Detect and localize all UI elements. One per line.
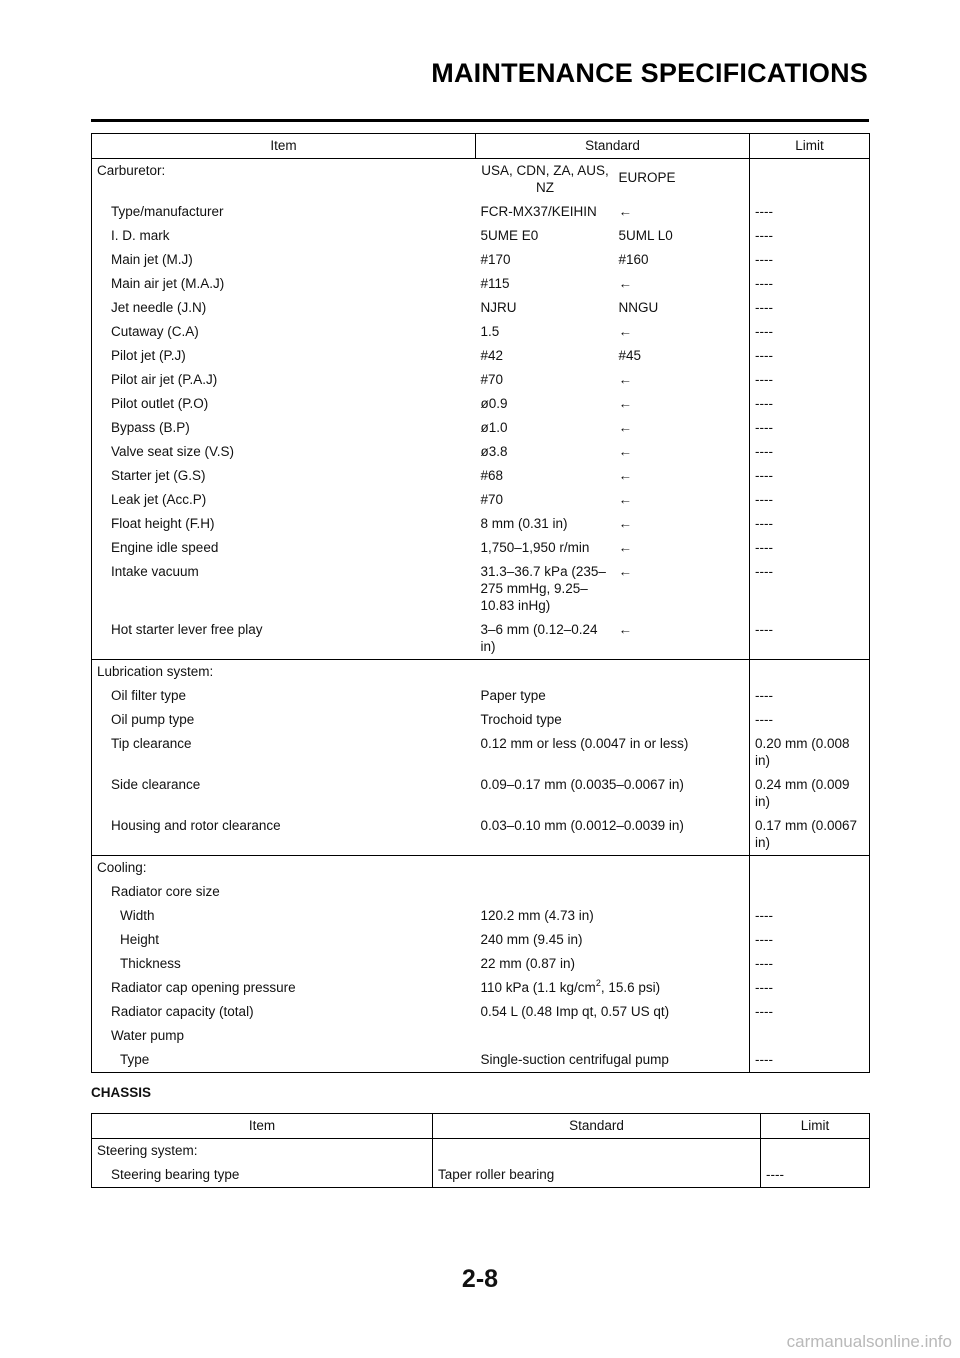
row-item: Main jet (M.J) [111,252,193,267]
region-a-label: USA, CDN, ZA, AUS, NZ [481,163,609,195]
row-standard-b: ← [618,324,632,339]
table-row [92,814,870,856]
row-item: Valve seat size (V.S) [111,444,235,459]
header-standard: Standard [433,1114,761,1139]
row-standard-a: #68 [480,468,504,483]
row-limit: ---- [750,684,870,708]
table-row [92,976,870,1000]
lubrication-section-row [92,660,870,685]
table-row [92,368,870,392]
row-item: Jet needle (J.N) [111,300,207,315]
carburetor-section-row [92,159,870,201]
row-standard-a: #42 [480,348,504,363]
row-standard: 240 mm (9.45 in) [480,932,583,947]
row-limit: ---- [750,368,870,392]
table-row [92,928,870,952]
row-standard-a: 31.3–36.7 kPa (235–275 mmHg, 9.25–10.83 inHg) [480,564,606,613]
row-item: Leak jet (Acc.P) [111,492,207,507]
row-limit: 0.17 mm (0.0067 in) [750,814,870,856]
table-row [92,272,870,296]
row-standard-b: ← [618,492,632,507]
row-limit: ---- [750,1048,870,1073]
row-limit: ---- [750,560,870,618]
row-limit: ---- [750,392,870,416]
row-item: Cutaway (C.A) [111,324,199,339]
table-row [92,344,870,368]
row-standard-b: #45 [618,348,642,363]
row-item: Height [120,932,160,947]
row-item: Pilot air jet (P.A.J) [111,372,218,387]
cooling-group [92,856,870,1073]
table-row [92,296,870,320]
row-item: Thickness [120,956,181,971]
row-standard: Taper roller bearing [433,1163,761,1188]
header-item: Item [92,1114,433,1139]
row-item: Intake vacuum [111,564,199,579]
row-standard: 120.2 mm (4.73 in) [480,908,594,923]
row-standard-b: #160 [618,252,649,267]
table-row [92,952,870,976]
table-header-row [92,134,870,159]
row-standard: 0.12 mm or less (0.0047 in or less) [480,736,689,751]
section-label: Cooling: [97,860,147,875]
row-standard-a: 8 mm (0.31 in) [480,516,568,531]
row-limit: ---- [750,440,870,464]
row-limit: ---- [750,488,870,512]
steering-group [92,1139,870,1188]
table-row [92,708,870,732]
table-row [92,904,870,928]
header-limit: Limit [750,134,870,159]
row-standard-b: ← [618,564,632,579]
row-standard-a: ø1.0 [480,420,508,435]
header-standard: Standard [476,134,750,159]
row-limit: ---- [750,464,870,488]
row-item: Tip clearance [111,736,192,751]
row-item: Engine idle speed [111,540,219,555]
table-row [92,224,870,248]
header-limit: Limit [761,1114,870,1139]
row-item: Oil filter type [111,688,187,703]
section-label: Steering system: [97,1143,198,1158]
row-item: Bypass (B.P) [111,420,190,435]
table-row [92,200,870,224]
engine-spec-table [91,133,870,1073]
page-title: MAINTENANCE SPECIFICATIONS [431,58,868,88]
table-row [92,880,870,904]
row-standard: Trochoid type [480,712,562,727]
table-row [92,536,870,560]
table-row [92,1024,870,1048]
row-limit: ---- [750,416,870,440]
row-item: Radiator cap opening pressure [111,980,296,995]
row-standard: 0.09–0.17 mm (0.0035–0.0067 in) [480,777,684,792]
row-limit: ---- [750,904,870,928]
row-item: Pilot jet (P.J) [111,348,186,363]
row-standard-b: ← [618,372,632,387]
row-standard-b: ← [618,622,632,637]
row-limit: ---- [750,200,870,224]
row-item: Pilot outlet (P.O) [111,396,209,411]
table-row [92,560,870,618]
steering-section-row [92,1139,870,1164]
table-row [92,618,870,660]
row-standard-a: #70 [480,372,504,387]
row-standard-a: ø3.8 [480,444,508,459]
row-limit: ---- [750,248,870,272]
table-row [92,464,870,488]
row-item: Hot starter lever free play [111,622,263,637]
row-item: Oil pump type [111,712,195,727]
row-standard-a: 3–6 mm (0.12–0.24 in) [480,622,598,654]
row-standard: 0.03–0.10 mm (0.0012–0.0039 in) [480,818,684,833]
title-rule [91,119,869,122]
row-limit: 0.24 mm (0.009 in) [750,773,870,814]
table-row [92,512,870,536]
row-standard-b: ← [618,468,632,483]
table-row [92,320,870,344]
row-standard-a: 1.5 [480,324,500,339]
row-limit: ---- [750,224,870,248]
row-limit: ---- [750,536,870,560]
row-standard-a: FCR-MX37/KEIHIN [480,204,597,219]
table-row [92,248,870,272]
row-standard: 110 kPa (1.1 $kg/cm^2$, 15.6 psi) [480,977,661,995]
row-standard-b: ← [618,516,632,531]
row-standard-b: NNGU [618,300,659,315]
row-item: Width [120,908,155,923]
row-limit: ---- [750,976,870,1000]
row-limit: ---- [750,618,870,660]
row-limit: ---- [750,320,870,344]
table-row [92,773,870,814]
row-standard-a: ø0.9 [480,396,508,411]
row-standard-b: ← [618,204,632,219]
table-row [92,392,870,416]
row-standard-b: ← [618,444,632,459]
watermark: carmanualsonline.info [786,1332,952,1351]
row-item: Main air jet (M.A.J) [111,276,225,291]
row-standard-b: ← [618,420,632,435]
table-row [92,1163,870,1188]
row-standard-b: ← [618,396,632,411]
header-item: Item [92,134,476,159]
row-limit: ---- [750,296,870,320]
row-item: Radiator core size [111,884,220,899]
row-standard-b: ← [618,540,632,555]
row-standard-a: #70 [480,492,504,507]
table-row [92,1000,870,1024]
row-standard: Paper type [480,688,546,703]
row-standard: 22 mm (0.87 in) [480,956,576,971]
row-limit: ---- [750,928,870,952]
row-standard-a: 1,750–1,950 r/min [480,540,590,555]
row-item: Radiator capacity (total) [111,1004,254,1019]
chassis-heading: CHASSIS [91,1085,152,1100]
table-row [92,732,870,773]
row-standard: 0.54 L (0.48 Imp qt, 0.57 US qt) [480,1004,670,1019]
section-label: Lubrication system: [97,664,214,679]
row-limit: ---- [761,1163,870,1188]
row-standard-a: #170 [480,252,511,267]
cooling-section-row [92,856,870,881]
table-row [92,684,870,708]
row-limit: ---- [750,952,870,976]
row-item: Type/manufacturer [111,204,224,219]
row-limit: ---- [750,344,870,368]
row-item: Type [120,1052,150,1067]
row-limit: ---- [750,512,870,536]
carburetor-group [92,159,870,660]
lubrication-group [92,660,870,856]
table-row [92,1048,870,1073]
table-row [92,416,870,440]
row-limit: ---- [750,1000,870,1024]
row-standard-b: 5UML L0 [618,228,673,243]
row-standard-a: #115 [480,276,510,291]
row-standard-a: 5UME E0 [480,228,539,243]
table-row [92,440,870,464]
row-item: Water pump [111,1028,185,1043]
row-item: Housing and rotor clearance [111,818,281,833]
table-row [92,488,870,512]
table-header-row [92,1114,870,1139]
chassis-spec-table [91,1113,870,1188]
row-standard-b: ← [618,276,632,291]
page-number: 2-8 [461,1265,499,1293]
row-limit: 0.20 mm (0.008 in) [750,732,870,773]
row-standard-a: NJRU [480,300,517,315]
row-limit: ---- [750,708,870,732]
row-item: Float height (F.H) [111,516,215,531]
row-item: I. D. mark [111,228,170,243]
row-item: Steering bearing type [111,1167,240,1182]
row-item: Starter jet (G.S) [111,468,206,483]
region-b-label: EUROPE [618,170,676,185]
section-label: Carburetor: [97,163,166,178]
row-limit: ---- [750,272,870,296]
row-standard: Single-suction centrifugal pump [480,1052,669,1067]
row-item: Side clearance [111,777,201,792]
